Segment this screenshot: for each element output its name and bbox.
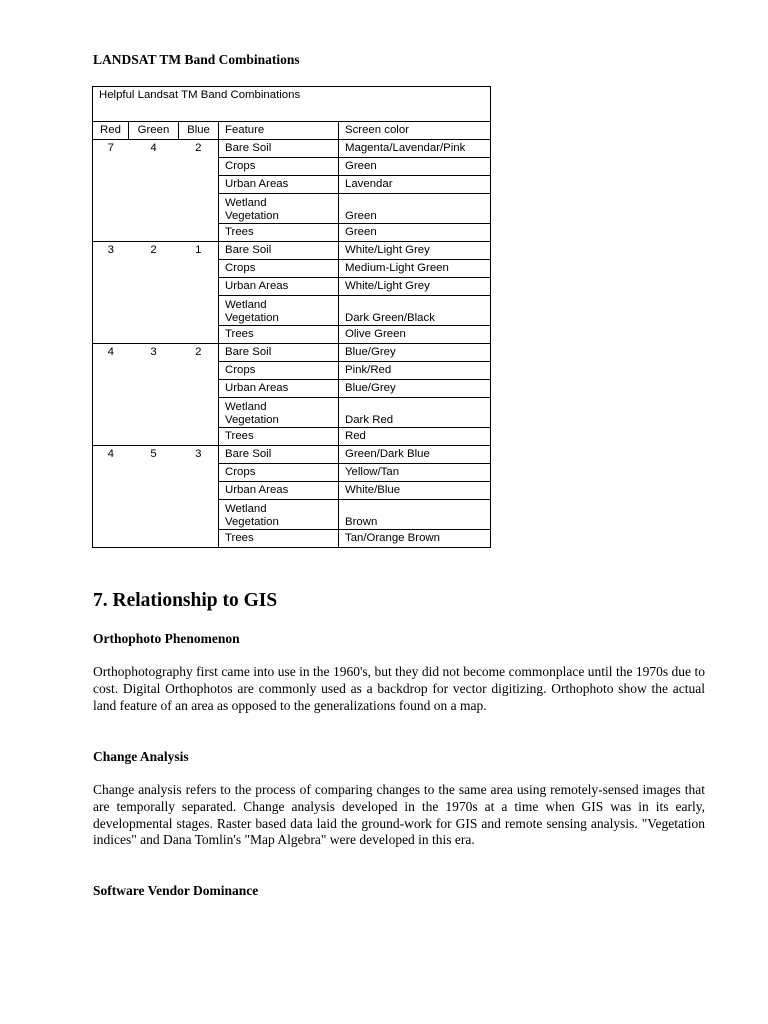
screen-color-cell: Blue/Grey	[339, 380, 491, 398]
band-blue-empty	[179, 194, 219, 224]
feature-cell	[219, 482, 339, 500]
band-red-empty	[93, 500, 129, 530]
band-green-empty	[129, 176, 179, 194]
subsection-title-orthophoto: Orthophoto Phenomenon	[93, 631, 240, 646]
feature-cell	[219, 380, 339, 398]
screen-color-cell: White/Light Grey	[339, 278, 491, 296]
screen-color-cell: Red	[339, 428, 491, 446]
feature-text: Crops	[225, 262, 256, 274]
band-green-empty	[129, 464, 179, 482]
header-blue: Blue	[179, 122, 219, 140]
band-green-empty	[129, 278, 179, 296]
feature-text: Crops	[225, 466, 256, 478]
feature-cell	[219, 194, 339, 224]
band-blue-empty	[179, 278, 219, 296]
band-green-empty	[129, 428, 179, 446]
feature-cell	[219, 260, 339, 278]
feature-text: Trees	[225, 328, 254, 340]
paragraph-orthophoto: Orthophotography first came into use in the 1960's, but they did not become commonplace until the 1970s due to cost. Digital Orthophotos are commonly used as a backdrop for vector digitizing. Orthophoto show the actual land feature of an area as opposed to the generalizations found on a map.	[93, 664, 705, 713]
band-blue-empty	[179, 398, 219, 428]
table-row	[93, 398, 491, 428]
band-green-empty	[129, 158, 179, 176]
screen-color-cell: Green	[339, 194, 491, 224]
band-green-value: 3	[129, 344, 179, 362]
band-red-empty	[93, 398, 129, 428]
band-red-empty	[93, 530, 129, 548]
band-green-empty	[129, 326, 179, 344]
feature-cell	[219, 176, 339, 194]
feature-text: Wetland	[225, 401, 267, 413]
band-red-empty	[93, 224, 129, 242]
table-row	[93, 428, 491, 446]
feature-cell	[219, 224, 339, 242]
feature-text: Urban Areas	[225, 178, 289, 190]
table-row	[93, 344, 491, 362]
subsection-title-software-vendor: Software Vendor Dominance	[93, 883, 259, 898]
feature-text: Trees	[225, 430, 254, 442]
band-blue-empty	[179, 260, 219, 278]
band-green-empty	[129, 296, 179, 326]
feature-text: Wetland	[225, 197, 267, 209]
feature-cell	[219, 428, 339, 446]
feature-cell	[219, 362, 339, 380]
feature-cell	[219, 344, 339, 362]
feature-cell	[219, 464, 339, 482]
header-screen-color: Screen color	[339, 122, 491, 140]
feature-cell	[219, 398, 339, 428]
band-green-empty	[129, 194, 179, 224]
band-green-value: 5	[129, 446, 179, 464]
band-blue-empty	[179, 500, 219, 530]
band-blue-empty	[179, 224, 219, 242]
feature-text: Wetland	[225, 503, 267, 515]
band-green-empty	[129, 530, 179, 548]
band-green-empty	[129, 380, 179, 398]
screen-color-cell: Yellow/Tan	[339, 464, 491, 482]
screen-color-cell: Pink/Red	[339, 362, 491, 380]
band-red-empty	[93, 428, 129, 446]
table-row	[93, 380, 491, 398]
table-row	[93, 224, 491, 242]
band-blue-value: 3	[179, 446, 219, 464]
table-row	[93, 446, 491, 464]
screen-color-cell: Green	[339, 158, 491, 176]
feature-cell	[219, 158, 339, 176]
band-blue-empty	[179, 326, 219, 344]
band-red-empty	[93, 176, 129, 194]
feature-text: Urban Areas	[225, 382, 289, 394]
band-red-empty	[93, 278, 129, 296]
screen-color-cell: Dark Red	[339, 398, 491, 428]
feature-text: Wetland	[225, 299, 267, 311]
feature-text: Bare Soil	[225, 346, 272, 358]
table-row	[93, 464, 491, 482]
table-row	[93, 194, 491, 224]
band-blue-empty	[179, 482, 219, 500]
header-red: Red	[93, 122, 129, 140]
screen-color-cell: Tan/Orange Brown	[339, 530, 491, 548]
band-green-empty	[129, 482, 179, 500]
band-blue-value: 1	[179, 242, 219, 260]
feature-cell	[219, 296, 339, 326]
table-row	[93, 296, 491, 326]
feature-text-line2: Vegetation	[225, 414, 279, 426]
band-red-empty	[93, 482, 129, 500]
table-row	[93, 362, 491, 380]
band-combinations-table	[92, 86, 491, 548]
band-green-empty	[129, 500, 179, 530]
table-row	[93, 242, 491, 260]
band-red-empty	[93, 464, 129, 482]
band-red-empty	[93, 296, 129, 326]
band-blue-empty	[179, 530, 219, 548]
table-row	[93, 530, 491, 548]
band-red-value: 4	[93, 446, 129, 464]
band-red-empty	[93, 362, 129, 380]
band-green-empty	[129, 260, 179, 278]
subsection-title-change-analysis: Change Analysis	[93, 749, 189, 764]
band-blue-empty	[179, 158, 219, 176]
table-row	[93, 158, 491, 176]
feature-text: Bare Soil	[225, 142, 272, 154]
band-blue-empty	[179, 428, 219, 446]
feature-text-line2: Vegetation	[225, 516, 279, 528]
band-green-value: 2	[129, 242, 179, 260]
header-feature: Feature	[219, 122, 339, 140]
feature-cell	[219, 446, 339, 464]
band-green-empty	[129, 224, 179, 242]
screen-color-cell: Green/Dark Blue	[339, 446, 491, 464]
feature-text: Urban Areas	[225, 484, 289, 496]
table-row	[93, 326, 491, 344]
feature-text-line2: Vegetation	[225, 210, 279, 222]
section-heading: 7. Relationship to GIS	[93, 590, 278, 611]
band-blue-empty	[179, 362, 219, 380]
feature-cell	[219, 278, 339, 296]
screen-color-cell: Brown	[339, 500, 491, 530]
band-blue-value: 2	[179, 344, 219, 362]
screen-color-cell: Olive Green	[339, 326, 491, 344]
feature-cell	[219, 140, 339, 158]
band-blue-empty	[179, 176, 219, 194]
screen-color-cell: Dark Green/Black	[339, 296, 491, 326]
feature-text: Bare Soil	[225, 448, 272, 460]
band-red-value: 7	[93, 140, 129, 158]
feature-text: Crops	[225, 160, 256, 172]
paragraph-change-analysis: Change analysis refers to the process of comparing changes to the same area using remotely-sensed images that are temporally separated. Change analysis developed in the 1970s at a time when GIS was in its early, developmental stages. Raster based data laid the ground-work for GIS and remote sensing analysis. "Vegetation indices" and Dana Tomlin's "Map Algebra" were developed in this era.	[93, 782, 705, 848]
screen-color-cell: Blue/Grey	[339, 344, 491, 362]
screen-color-cell: Green	[339, 224, 491, 242]
feature-text-line2: Vegetation	[225, 312, 279, 324]
screen-color-cell: Medium-Light Green	[339, 260, 491, 278]
band-blue-value: 2	[179, 140, 219, 158]
document-title: LANDSAT TM Band Combinations	[93, 52, 300, 67]
screen-color-cell: White/Light Grey	[339, 242, 491, 260]
band-red-value: 4	[93, 344, 129, 362]
band-red-empty	[93, 326, 129, 344]
header-green: Green	[129, 122, 179, 140]
feature-cell	[219, 530, 339, 548]
band-blue-empty	[179, 380, 219, 398]
band-green-value: 4	[129, 140, 179, 158]
band-red-empty	[93, 260, 129, 278]
band-blue-empty	[179, 296, 219, 326]
band-green-empty	[129, 398, 179, 428]
band-red-value: 3	[93, 242, 129, 260]
band-red-empty	[93, 380, 129, 398]
band-red-empty	[93, 158, 129, 176]
feature-text: Urban Areas	[225, 280, 289, 292]
feature-cell	[219, 326, 339, 344]
table-row	[93, 260, 491, 278]
feature-text: Trees	[225, 532, 254, 544]
feature-text: Crops	[225, 364, 256, 376]
screen-color-cell: Magenta/Lavendar/Pink	[339, 140, 491, 158]
table-caption: Helpful Landsat TM Band Combinations	[93, 87, 491, 122]
table-row	[93, 176, 491, 194]
band-red-empty	[93, 194, 129, 224]
feature-cell	[219, 242, 339, 260]
feature-cell	[219, 500, 339, 530]
table-row	[93, 140, 491, 158]
screen-color-cell: White/Blue	[339, 482, 491, 500]
table-row	[93, 482, 491, 500]
feature-text: Bare Soil	[225, 244, 272, 256]
table-row	[93, 500, 491, 530]
band-green-empty	[129, 362, 179, 380]
feature-text: Trees	[225, 226, 254, 238]
screen-color-cell: Lavendar	[339, 176, 491, 194]
band-blue-empty	[179, 464, 219, 482]
table-row	[93, 278, 491, 296]
